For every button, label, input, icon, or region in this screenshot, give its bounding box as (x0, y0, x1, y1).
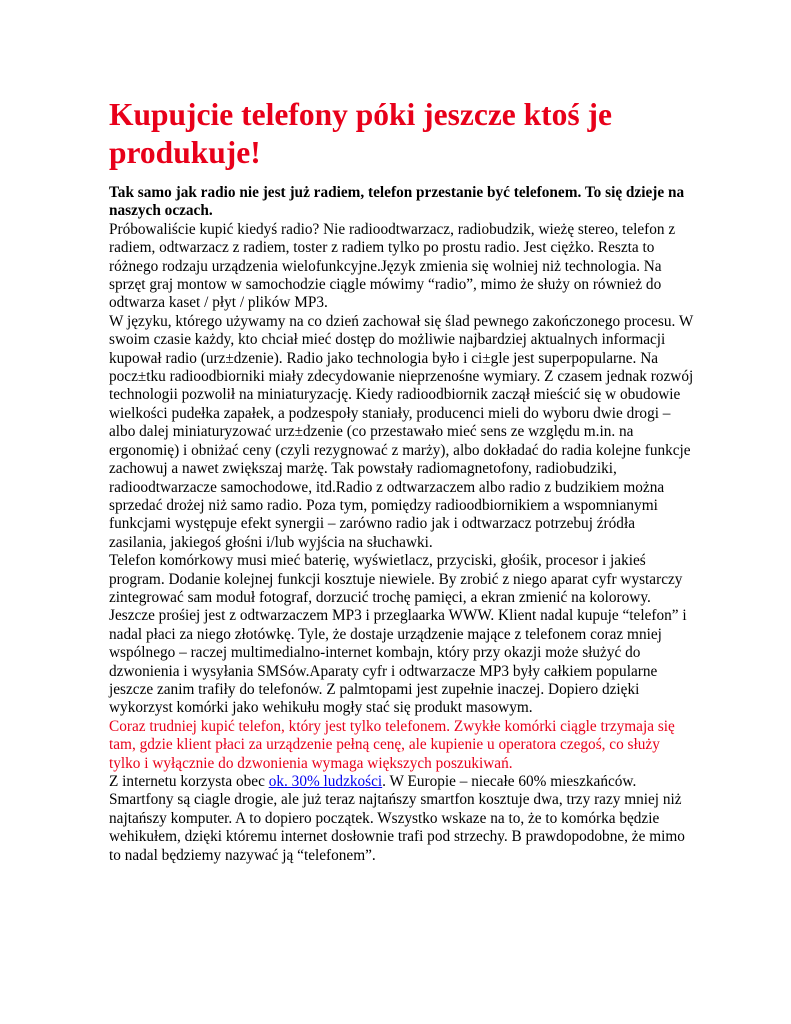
paragraph-4-rest: . W Europie – niecałe 60% mieszkańców. Smartfony są ciagle drogie, ale już teraz najtańszy smartfon kosztuje dwa, trzy razy mniej niż najtańszy komputer. A to dopiero początek. Wszystko wskaze na to, że to komórka będzie wehikułem, dzięki któremu internet dosłownie trafi pod strzechy. B prawdopodobne, że mimo to nadal będziemy nazywać ją “telefonem”. (109, 773, 685, 864)
paragraph-4-start: Z internetu korzysta obec (109, 773, 269, 790)
document-page (109, 96, 694, 865)
paragraph-1: Próbowaliście kupić kiedyś radio? Nie radioodtwarzacz, radiobudzik, wieżę stereo, telefon z radiem, odtwarzacz z radiem, toster z radiem tylko po prostu radio. Jest ciężko. Reszta to różnego rodzaju urządzenia wielofunkcyjne.Język zmienia się wolniej niż technologia. Na sprzęt graj montow w samochodzie ciągle mówimy “radio”, mimo że służy on również do odtwarza kaset / płyt / plików MP3. (109, 220, 676, 312)
article-lead: Tak samo jak radio nie jest już radiem, telefon przestanie być telefonem. To się dzieje na naszych oczach. (109, 184, 685, 220)
paragraph-4 (109, 773, 694, 865)
article-title: Kupujcie telefony póki jeszcze ktoś je produkuje! (109, 97, 613, 170)
internet-usage-link[interactable]: ok. 30% ludzkości (268, 773, 383, 790)
highlight-paragraph: Coraz trudniej kupić telefon, który jest tylko telefonem. Zwykłe komórki ciągle trzymaja się tam, gdzie klient płaci za urządzenie pełną cenę, ale kupienie u operatora czegoś, co służy tylko i wyłącznie do dzwonienia wymaga większych poszukiwań. (109, 717, 675, 772)
paragraph-3: Telefon komórkowy musi mieć baterię, wyświetlacz, przyciski, głośik, procesor i jakieś program. Dodanie kolejnej funkcji kosztuje niewiele. By zrobić z niego aparat cyfr wystarczy zintegrować sam moduł fotograf, dorzucić trochę pamięci, a ekran zmienić na kolorowy. Jeszcze prośiej jest z odtwarzaczem MP3 i przeglaarka WWW. Klient nadal kupuje “telefon” i nadal płaci za niego złotówkę. Tyle, że dostaje urządzenie mające z telefonem coraz mniej wspólnego – raczej multimedialno-internet kombajn, który przy okazji może służyć do dzwonienia i wysyłania SMSów.Aparaty cyfr i odtwarzacze MP3 były całkiem popularne jeszcze zanim trafiły do telefonów. Z palmtopami jest zupełnie inaczej. Dopiero dzięki wykorzyst komórki jako wehikułu mogły stać się produkt masowym. (109, 552, 687, 717)
paragraph-2: W języku, którego używamy na co dzień zachował się ślad pewnego zakończonego procesu. W swoim czasie każdy, kto chciał mieć dostęp do możliwie najbardziej aktualnych informacji kupował radio (urz±dzenie). Radio jako technologia było i ci±gle jest superpopularne. Na pocz±tku radioodbiorniki miały zdecydowanie nieprzenośne wymiary. Z czasem jednak rozwój technologii pozwolił na miniaturyzację. Kiedy radioodbiornik zaczął mieścić się w obudowie wielkości pudełka zapałek, a podzespoły staniały, producenci mieli do wyboru dwie drogi – albo dalej miniaturyzować urz±dzenie (co przestawało mieć sens ze względu m.in. na ergonomię) i obniżać ceny (czyli rezygnować z marży), albo dokładać do radia kolejne funkcje zachowuj a nawet zwiększaj marżę. Tak powstały radiomagnetofony, radiobudziki, radioodtwarzacze samochodowe, itd.Radio z odtwarzaczem albo radio z budzikiem można sprzedać drożej niż samo radio. Poza tym, pomiędzy radioodbiornikiem a wspomnianymi funkcjami występuje efekt synergii – zarówno radio jak i odtwarzacz potrzebuj źródła zasilania, jakiegoś głośni i/lub wyjścia na słuchawki. (109, 312, 694, 551)
